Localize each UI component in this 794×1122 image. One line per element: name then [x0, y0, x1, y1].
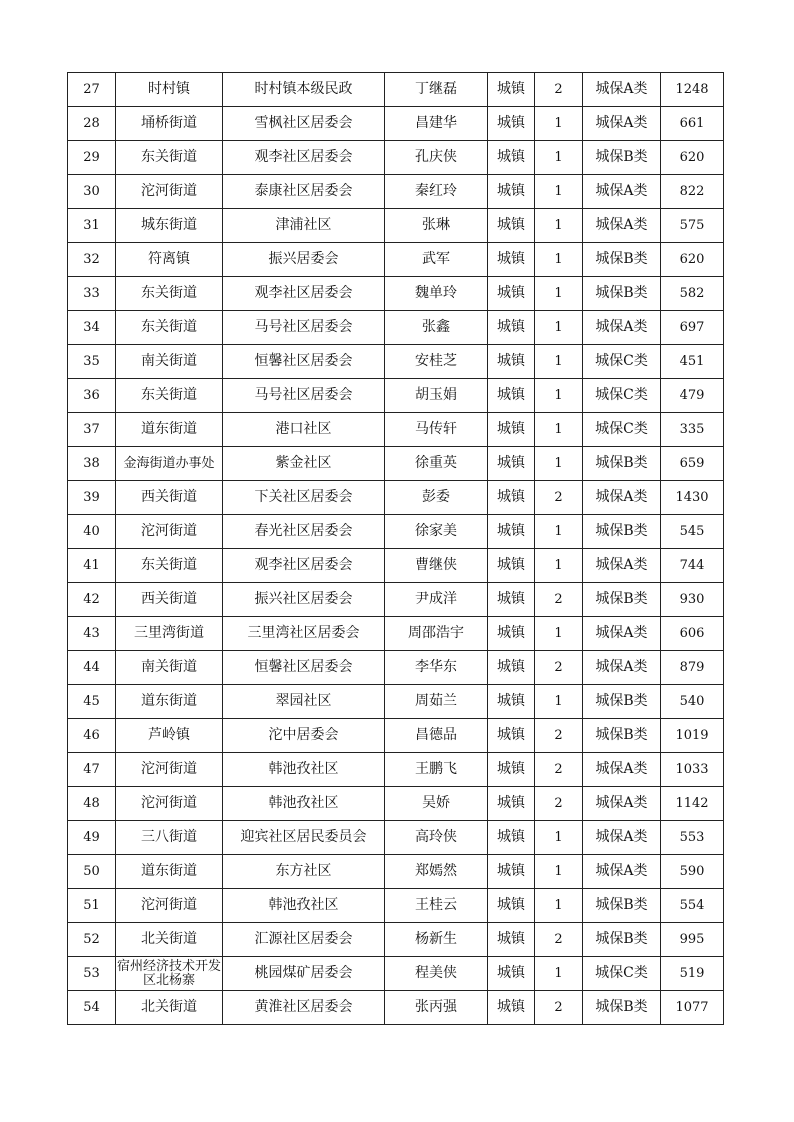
community-cell: 观李社区居委会: [223, 277, 385, 311]
category-cell: 城保C类: [583, 957, 661, 991]
name-cell: 程美侠: [385, 957, 488, 991]
household-type-cell: 城镇: [488, 787, 535, 821]
category-cell: 城保C类: [583, 413, 661, 447]
township-cell: 西关街道: [116, 481, 223, 515]
name-cell: 王鹏飞: [385, 753, 488, 787]
table-row: [68, 957, 724, 991]
table-row: [68, 447, 724, 481]
community-cell: 雪枫社区居委会: [223, 107, 385, 141]
household-type-cell: 城镇: [488, 277, 535, 311]
category-cell: 城保A类: [583, 617, 661, 651]
table-row: [68, 311, 724, 345]
amount-cell: 1142: [661, 787, 724, 821]
category-cell: 城保C类: [583, 345, 661, 379]
table-row: [68, 583, 724, 617]
household-type-cell: 城镇: [488, 651, 535, 685]
amount-cell: 540: [661, 685, 724, 719]
name-cell: 昌建华: [385, 107, 488, 141]
persons-cell: 1: [535, 175, 583, 209]
persons-cell: 2: [535, 651, 583, 685]
name-cell: 秦红玲: [385, 175, 488, 209]
table-row: [68, 379, 724, 413]
amount-cell: 553: [661, 821, 724, 855]
category-cell: 城保B类: [583, 889, 661, 923]
table-row: [68, 889, 724, 923]
township-cell: 沱河街道: [116, 515, 223, 549]
table-row: [68, 107, 724, 141]
table-row: [68, 787, 724, 821]
amount-cell: 479: [661, 379, 724, 413]
persons-cell: 1: [535, 515, 583, 549]
name-cell: 吴娇: [385, 787, 488, 821]
table-row: [68, 855, 724, 889]
community-cell: 沱中居委会: [223, 719, 385, 753]
township-cell: 南关街道: [116, 651, 223, 685]
category-cell: 城保A类: [583, 821, 661, 855]
category-cell: 城保B类: [583, 243, 661, 277]
persons-cell: 1: [535, 617, 583, 651]
amount-cell: 620: [661, 141, 724, 175]
serial-number-cell: 37: [68, 413, 116, 447]
serial-number-cell: 53: [68, 957, 116, 991]
persons-cell: 1: [535, 379, 583, 413]
name-cell: 孔庆侠: [385, 141, 488, 175]
serial-number-cell: 51: [68, 889, 116, 923]
table-row: [68, 73, 724, 107]
persons-cell: 2: [535, 481, 583, 515]
table-row: [68, 413, 724, 447]
name-cell: 马传轩: [385, 413, 488, 447]
serial-number-cell: 29: [68, 141, 116, 175]
persons-cell: 1: [535, 413, 583, 447]
township-cell: 城东街道: [116, 209, 223, 243]
community-cell: 振兴居委会: [223, 243, 385, 277]
amount-cell: 590: [661, 855, 724, 889]
table-row: [68, 821, 724, 855]
category-cell: 城保A类: [583, 787, 661, 821]
category-cell: 城保B类: [583, 583, 661, 617]
name-cell: 曹继侠: [385, 549, 488, 583]
community-cell: 恒馨社区居委会: [223, 345, 385, 379]
persons-cell: 2: [535, 719, 583, 753]
amount-cell: 659: [661, 447, 724, 481]
table-row: [68, 753, 724, 787]
persons-cell: 2: [535, 787, 583, 821]
township-cell: 北关街道: [116, 991, 223, 1025]
name-cell: 徐家美: [385, 515, 488, 549]
serial-number-cell: 42: [68, 583, 116, 617]
amount-cell: 335: [661, 413, 724, 447]
community-cell: 津浦社区: [223, 209, 385, 243]
community-cell: 下关社区居委会: [223, 481, 385, 515]
household-type-cell: 城镇: [488, 141, 535, 175]
category-cell: 城保B类: [583, 685, 661, 719]
household-type-cell: 城镇: [488, 345, 535, 379]
serial-number-cell: 28: [68, 107, 116, 141]
serial-number-cell: 39: [68, 481, 116, 515]
community-cell: 观李社区居委会: [223, 549, 385, 583]
persons-cell: 1: [535, 345, 583, 379]
community-cell: 港口社区: [223, 413, 385, 447]
township-cell: 南关街道: [116, 345, 223, 379]
amount-cell: 545: [661, 515, 724, 549]
community-cell: 韩池孜社区: [223, 787, 385, 821]
category-cell: 城保A类: [583, 73, 661, 107]
community-cell: 观李社区居委会: [223, 141, 385, 175]
household-type-cell: 城镇: [488, 243, 535, 277]
table-body: [68, 73, 724, 1025]
household-type-cell: 城镇: [488, 889, 535, 923]
household-type-cell: 城镇: [488, 923, 535, 957]
community-cell: 三里湾社区居委会: [223, 617, 385, 651]
table-row: [68, 549, 724, 583]
category-cell: 城保B类: [583, 447, 661, 481]
township-cell: 道东街道: [116, 685, 223, 719]
persons-cell: 1: [535, 821, 583, 855]
persons-cell: 1: [535, 277, 583, 311]
household-type-cell: 城镇: [488, 209, 535, 243]
amount-cell: 582: [661, 277, 724, 311]
community-cell: 恒馨社区居委会: [223, 651, 385, 685]
township-cell: 金海街道办事处: [116, 447, 223, 481]
community-cell: 马号社区居委会: [223, 379, 385, 413]
name-cell: 张琳: [385, 209, 488, 243]
persons-cell: 1: [535, 209, 583, 243]
category-cell: 城保A类: [583, 209, 661, 243]
name-cell: 魏单玲: [385, 277, 488, 311]
amount-cell: 519: [661, 957, 724, 991]
township-cell: 符离镇: [116, 243, 223, 277]
township-cell: 芦岭镇: [116, 719, 223, 753]
table-row: [68, 651, 724, 685]
community-cell: 东方社区: [223, 855, 385, 889]
amount-cell: 822: [661, 175, 724, 209]
category-cell: 城保A类: [583, 549, 661, 583]
township-cell: 东关街道: [116, 549, 223, 583]
serial-number-cell: 44: [68, 651, 116, 685]
household-type-cell: 城镇: [488, 413, 535, 447]
township-cell: 沱河街道: [116, 753, 223, 787]
name-cell: 尹成洋: [385, 583, 488, 617]
community-cell: 春光社区居委会: [223, 515, 385, 549]
amount-cell: 620: [661, 243, 724, 277]
community-cell: 桃园煤矿居委会: [223, 957, 385, 991]
township-cell: 道东街道: [116, 855, 223, 889]
serial-number-cell: 35: [68, 345, 116, 379]
name-cell: 高玲侠: [385, 821, 488, 855]
persons-cell: 1: [535, 549, 583, 583]
amount-cell: 995: [661, 923, 724, 957]
amount-cell: 1033: [661, 753, 724, 787]
persons-cell: 2: [535, 991, 583, 1025]
township-cell: 东关街道: [116, 379, 223, 413]
table-row: [68, 617, 724, 651]
serial-number-cell: 38: [68, 447, 116, 481]
amount-cell: 930: [661, 583, 724, 617]
household-type-cell: 城镇: [488, 957, 535, 991]
category-cell: 城保B类: [583, 991, 661, 1025]
name-cell: 杨新生: [385, 923, 488, 957]
amount-cell: 1077: [661, 991, 724, 1025]
household-type-cell: 城镇: [488, 855, 535, 889]
serial-number-cell: 41: [68, 549, 116, 583]
relief-roster-table: [67, 72, 724, 1025]
household-type-cell: 城镇: [488, 991, 535, 1025]
category-cell: 城保A类: [583, 311, 661, 345]
community-cell: 迎宾社区居民委员会: [223, 821, 385, 855]
household-type-cell: 城镇: [488, 583, 535, 617]
table-row: [68, 685, 724, 719]
name-cell: 徐重英: [385, 447, 488, 481]
name-cell: 李华东: [385, 651, 488, 685]
household-type-cell: 城镇: [488, 175, 535, 209]
serial-number-cell: 36: [68, 379, 116, 413]
household-type-cell: 城镇: [488, 685, 535, 719]
table-row: [68, 991, 724, 1025]
serial-number-cell: 46: [68, 719, 116, 753]
serial-number-cell: 52: [68, 923, 116, 957]
community-cell: 时村镇本级民政: [223, 73, 385, 107]
community-cell: 振兴社区居委会: [223, 583, 385, 617]
category-cell: 城保B类: [583, 923, 661, 957]
name-cell: 彭委: [385, 481, 488, 515]
table-row: [68, 515, 724, 549]
serial-number-cell: 49: [68, 821, 116, 855]
community-cell: 泰康社区居委会: [223, 175, 385, 209]
persons-cell: 1: [535, 141, 583, 175]
name-cell: 胡玉娟: [385, 379, 488, 413]
table-row: [68, 345, 724, 379]
name-cell: 武军: [385, 243, 488, 277]
category-cell: 城保A类: [583, 651, 661, 685]
table-row: [68, 481, 724, 515]
persons-cell: 1: [535, 685, 583, 719]
category-cell: 城保A类: [583, 175, 661, 209]
township-cell: 沱河街道: [116, 787, 223, 821]
name-cell: 安桂芝: [385, 345, 488, 379]
category-cell: 城保B类: [583, 719, 661, 753]
serial-number-cell: 32: [68, 243, 116, 277]
township-cell: 沱河街道: [116, 889, 223, 923]
amount-cell: 1019: [661, 719, 724, 753]
serial-number-cell: 43: [68, 617, 116, 651]
serial-number-cell: 54: [68, 991, 116, 1025]
serial-number-cell: 40: [68, 515, 116, 549]
community-cell: 紫金社区: [223, 447, 385, 481]
name-cell: 郑嫣然: [385, 855, 488, 889]
household-type-cell: 城镇: [488, 719, 535, 753]
township-cell: 道东街道: [116, 413, 223, 447]
community-cell: 马号社区居委会: [223, 311, 385, 345]
township-cell: 时村镇: [116, 73, 223, 107]
name-cell: 张丙强: [385, 991, 488, 1025]
township-cell: 沱河街道: [116, 175, 223, 209]
category-cell: 城保A类: [583, 855, 661, 889]
household-type-cell: 城镇: [488, 821, 535, 855]
serial-number-cell: 30: [68, 175, 116, 209]
persons-cell: 1: [535, 311, 583, 345]
township-cell: 埇桥街道: [116, 107, 223, 141]
serial-number-cell: 50: [68, 855, 116, 889]
persons-cell: 2: [535, 753, 583, 787]
table-row: [68, 209, 724, 243]
household-type-cell: 城镇: [488, 515, 535, 549]
community-cell: 汇源社区居委会: [223, 923, 385, 957]
table-row: [68, 277, 724, 311]
household-type-cell: 城镇: [488, 481, 535, 515]
township-cell: 三里湾街道: [116, 617, 223, 651]
amount-cell: 606: [661, 617, 724, 651]
serial-number-cell: 47: [68, 753, 116, 787]
name-cell: 丁继磊: [385, 73, 488, 107]
amount-cell: 554: [661, 889, 724, 923]
household-type-cell: 城镇: [488, 379, 535, 413]
table-row: [68, 719, 724, 753]
amount-cell: 879: [661, 651, 724, 685]
serial-number-cell: 48: [68, 787, 116, 821]
category-cell: 城保A类: [583, 753, 661, 787]
name-cell: 周茹兰: [385, 685, 488, 719]
category-cell: 城保A类: [583, 107, 661, 141]
persons-cell: 2: [535, 583, 583, 617]
household-type-cell: 城镇: [488, 73, 535, 107]
name-cell: 昌德品: [385, 719, 488, 753]
persons-cell: 2: [535, 923, 583, 957]
category-cell: 城保B类: [583, 515, 661, 549]
community-cell: 翠园社区: [223, 685, 385, 719]
amount-cell: 1248: [661, 73, 724, 107]
serial-number-cell: 27: [68, 73, 116, 107]
household-type-cell: 城镇: [488, 549, 535, 583]
serial-number-cell: 31: [68, 209, 116, 243]
name-cell: 周邵浩宇: [385, 617, 488, 651]
community-cell: 韩池孜社区: [223, 753, 385, 787]
amount-cell: 661: [661, 107, 724, 141]
household-type-cell: 城镇: [488, 107, 535, 141]
township-cell: 北关街道: [116, 923, 223, 957]
persons-cell: 1: [535, 889, 583, 923]
table-row: [68, 243, 724, 277]
household-type-cell: 城镇: [488, 447, 535, 481]
township-cell: 东关街道: [116, 141, 223, 175]
amount-cell: 575: [661, 209, 724, 243]
community-cell: 韩池孜社区: [223, 889, 385, 923]
amount-cell: 1430: [661, 481, 724, 515]
township-cell: 宿州经济技术开发区北杨寨: [116, 957, 223, 991]
category-cell: 城保C类: [583, 379, 661, 413]
table-row: [68, 175, 724, 209]
persons-cell: 1: [535, 107, 583, 141]
household-type-cell: 城镇: [488, 311, 535, 345]
category-cell: 城保B类: [583, 141, 661, 175]
household-type-cell: 城镇: [488, 617, 535, 651]
serial-number-cell: 33: [68, 277, 116, 311]
category-cell: 城保B类: [583, 277, 661, 311]
persons-cell: 1: [535, 447, 583, 481]
township-cell: 三八街道: [116, 821, 223, 855]
township-cell: 东关街道: [116, 277, 223, 311]
amount-cell: 744: [661, 549, 724, 583]
category-cell: 城保A类: [583, 481, 661, 515]
persons-cell: 2: [535, 73, 583, 107]
serial-number-cell: 45: [68, 685, 116, 719]
amount-cell: 451: [661, 345, 724, 379]
table-row: [68, 141, 724, 175]
community-cell: 黄淮社区居委会: [223, 991, 385, 1025]
township-cell: 西关街道: [116, 583, 223, 617]
persons-cell: 1: [535, 855, 583, 889]
table-row: [68, 923, 724, 957]
township-cell: 东关街道: [116, 311, 223, 345]
name-cell: 王桂云: [385, 889, 488, 923]
amount-cell: 697: [661, 311, 724, 345]
persons-cell: 1: [535, 957, 583, 991]
persons-cell: 1: [535, 243, 583, 277]
household-type-cell: 城镇: [488, 753, 535, 787]
serial-number-cell: 34: [68, 311, 116, 345]
name-cell: 张鑫: [385, 311, 488, 345]
